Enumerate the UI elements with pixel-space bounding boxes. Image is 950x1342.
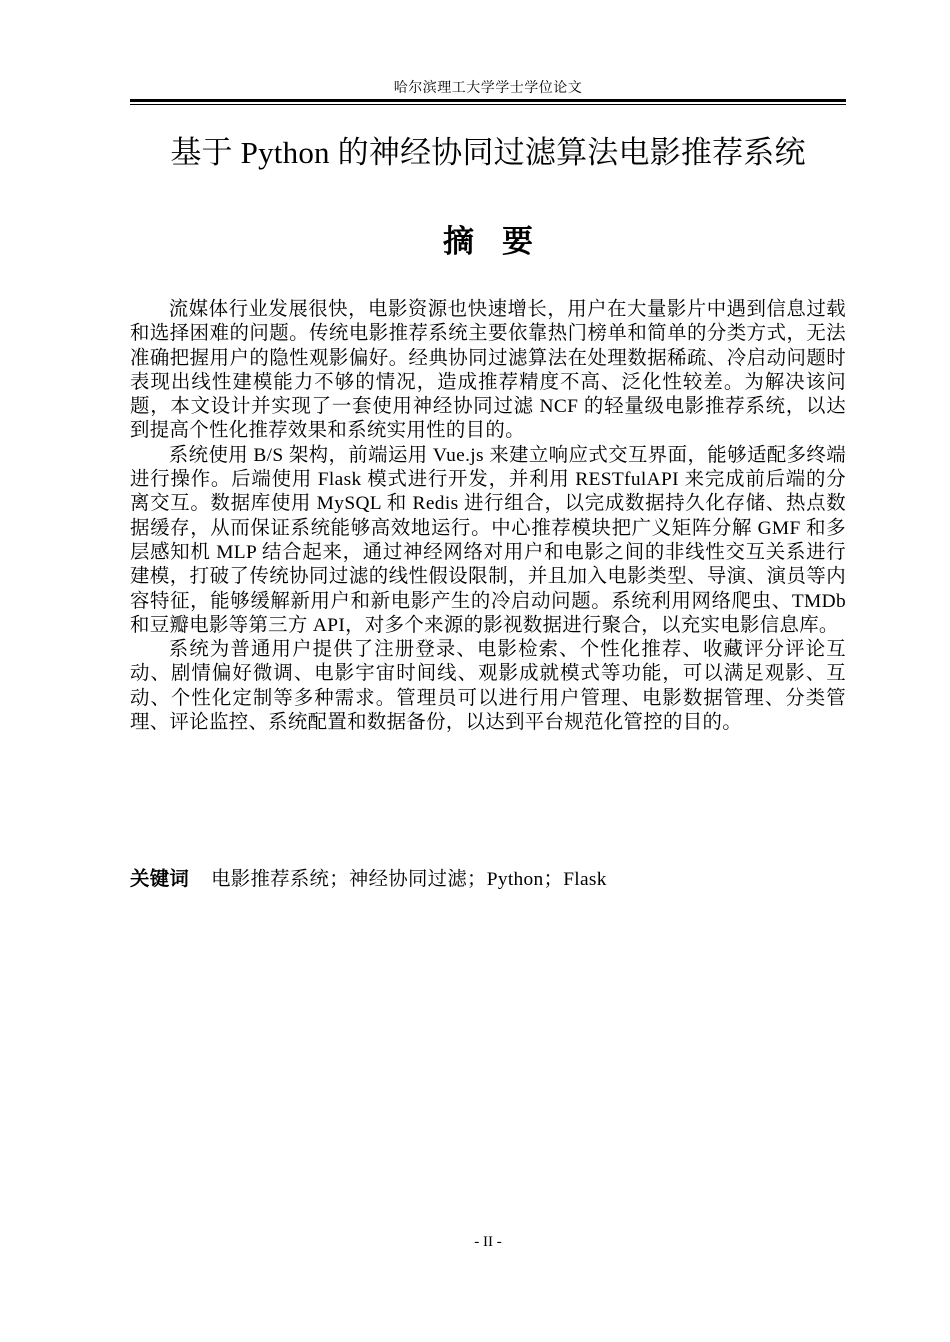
running-header: 哈尔滨理工大学学士学位论文 (393, 80, 583, 96)
keywords-text: 电影推荐系统；神经协同过滤；Python；Flask (211, 869, 607, 890)
thesis-title: 基于 Python 的神经协同过滤算法电影推荐系统 (170, 135, 806, 170)
header-rule-thick (130, 99, 846, 102)
abstract-heading: 摘要 (443, 224, 561, 260)
header-rule-thin (130, 104, 846, 105)
page-number: - II - (474, 1234, 502, 1250)
keywords-line (130, 867, 846, 893)
abstract-paragraph-1: 流媒体行业发展很快，电影资源也快速增长，用户在大量影片中遇到信息过载和选择困难的问题。传统电影推荐系统主要依靠热门榜单和简单的分类方式，无法准确把握用户的隐性观影偏好。经典协同过滤算法在处理数据稀疏、冷启动问题时表现出线性建模能力不够的情况，造成推荐精度不高、泛化性较差。为解决该问题，本文设计并实现了一套使用神经协同过滤 NCF 的轻量级电影推荐系统，以达到提高个性化推荐效果和系统实用性的目的。 (130, 299, 846, 442)
keywords-label: 关键词 (130, 869, 190, 890)
abstract-paragraph-3: 系统为普通用户提供了注册登录、电影检索、个性化推荐、收藏评分评论互动、剧情偏好微调、电影宇宙时间线、观影成就模式等功能，可以满足观影、互动、个性化定制等多种需求。管理员可以进行用户管理、电影数据管理、分类管理、评论监控、系统配置和数据备份，以达到平台规范化管控的目的。 (130, 639, 846, 734)
abstract-body (130, 298, 846, 735)
abstract-paragraph-2: 系统使用 B/S 架构，前端运用 Vue.js 来建立响应式交互界面，能够适配多终端进行操作。后端使用 Flask 模式进行开发，并利用 RESTfulAPI 来完成前后端的分离交互。数据库使用 MySQL 和 Redis 进行组合，以完成数据持久化存储、热点数据缓存，从而保证系统能够高效地运行。中心推荐模块把广义矩阵分解 GMF 和多层感知机 MLP 结合起来，通过神经网络对用户和电影之间的非线性交互关系进行建模，打破了传统协同过滤的线性假设限制，并且加入电影类型、导演、演员等内容特征，能够缓解新用户和新电影产生的冷启动问题。系统利用网络爬虫、TMDb 和豆瓣电影等第三方 API，对多个来源的影视数据进行聚合，以充实电影信息库。 (130, 444, 846, 636)
